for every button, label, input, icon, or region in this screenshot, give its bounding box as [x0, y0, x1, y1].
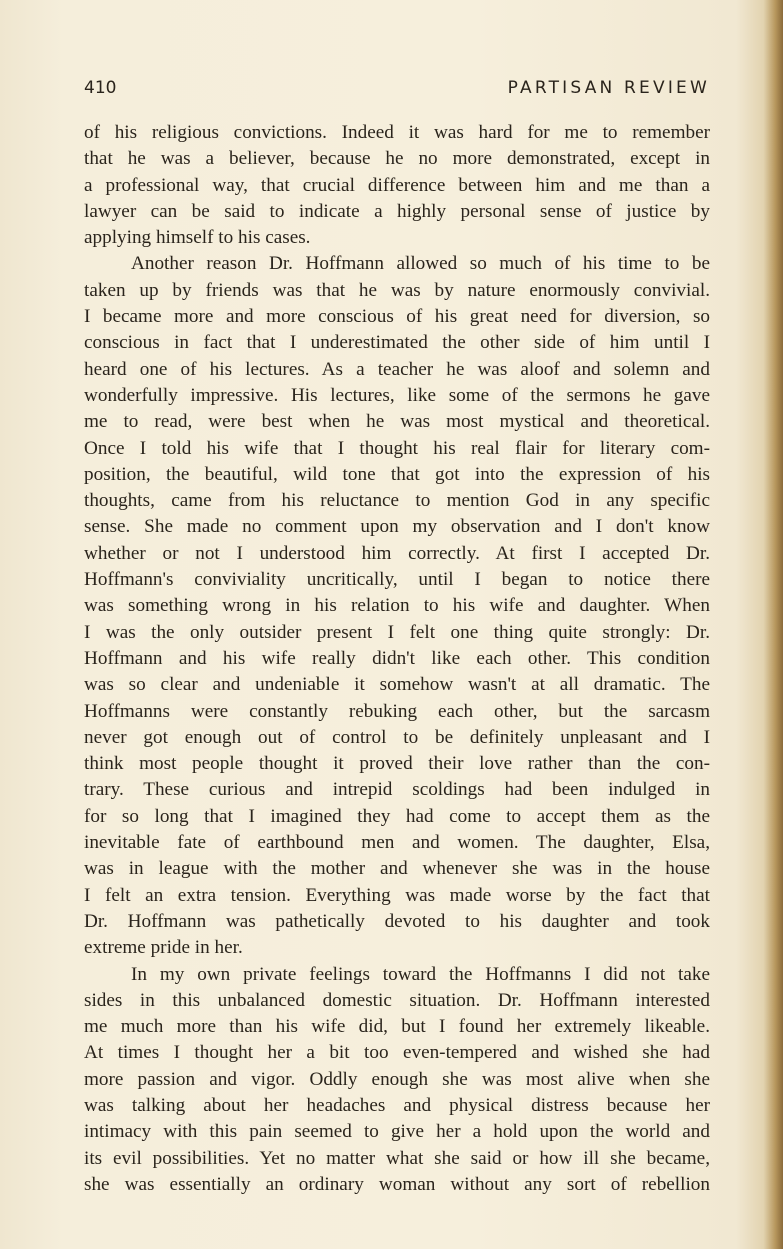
text-line: Once I told his wife that I thought his real flair for literary com-: [84, 437, 710, 459]
text-line: lawyer can be said to indicate a highly personal sense of justice by: [84, 200, 710, 222]
text-line: whether or not I understood him correctly. At first I accepted Dr.: [84, 542, 710, 564]
text-line: inevitable fate of earthbound men and women. The daughter, Elsa,: [84, 832, 710, 854]
text-line: Hoffmanns were constantly rebuking each other, but the sarcasm: [84, 700, 710, 722]
text-line: I became more and more conscious of his great need for diversion, so: [84, 306, 710, 328]
text-line: was in league with the mother and whenever she was in the house: [84, 858, 710, 880]
text-line: extreme pride in her.: [84, 937, 243, 959]
text-line: applying himself to his cases.: [84, 227, 311, 249]
text-line: I felt an extra tension. Everything was made worse by the fact that: [84, 884, 710, 906]
text-line: me much more than his wife did, but I found her extremely likeable.: [84, 1016, 710, 1038]
text-line: think most people thought it proved their love rather than the con-: [84, 753, 710, 775]
text-line: that he was a believer, because he no more demonstrated, except in: [84, 148, 710, 170]
text-line: never got enough out of control to be definitely unpleasant and I: [84, 726, 710, 748]
page-number: 410: [84, 78, 117, 98]
text-line: sides in this unbalanced domestic situation. Dr. Hoffmann interested: [84, 989, 710, 1011]
text-line: was talking about her headaches and physical distress because her: [84, 1094, 710, 1116]
page-header: [84, 78, 710, 104]
text-line: Dr. Hoffmann was pathetically devoted to his daughter and took: [84, 910, 710, 932]
text-line: of his religious convictions. Indeed it was hard for me to remember: [84, 122, 710, 143]
text-line: its evil possibilities. Yet no matter what she said or how ill she became,: [84, 1147, 710, 1169]
text-line: wonderfully impressive. His lectures, like some of the sermons he gave: [84, 384, 710, 406]
text-line: a professional way, that crucial difference between him and me than a: [84, 174, 710, 196]
text-line: sense. She made no comment upon my observation and I don't know: [84, 516, 710, 538]
text-line: more passion and vigor. Oddly enough she was most alive when she: [84, 1068, 710, 1090]
body-text: [84, 120, 710, 1198]
text-line: Another reason Dr. Hoffmann allowed so much of his time to be: [131, 253, 710, 275]
text-line: she was essentially an ordinary woman without any sort of rebellion: [84, 1173, 710, 1195]
text-line: was so clear and undeniable it somehow wasn't at all dramatic. The: [84, 674, 710, 696]
text-line: conscious in fact that I underestimated the other side of him until I: [84, 332, 710, 354]
text-line: for so long that I imagined they had come to accept them as the: [84, 805, 710, 827]
text-line: heard one of his lectures. As a teacher he was aloof and solemn and: [84, 358, 710, 380]
text-line: intimacy with this pain seemed to give her a hold upon the world and: [84, 1121, 710, 1143]
text-line: thoughts, came from his reluctance to mention God in any specific: [84, 490, 710, 512]
text-line: was something wrong in his relation to his wife and daughter. When: [84, 595, 710, 617]
text-line: trary. These curious and intrepid scoldings had been indulged in: [84, 779, 710, 801]
text-line: taken up by friends was that he was by nature enormously convivial.: [84, 279, 710, 301]
text-line: I was the only outsider present I felt one thing quite strongly: Dr.: [84, 621, 710, 643]
running-title: PARTISAN REVIEW: [507, 78, 710, 98]
text-line: In my own private feelings toward the Hoffmanns I did not take: [131, 963, 710, 985]
text-line: position, the beautiful, wild tone that got into the expression of his: [84, 463, 710, 485]
text-line: me to read, were best when he was most mystical and theoretical.: [84, 411, 710, 433]
text-line: At times I thought her a bit too even-tempered and wished she had: [84, 1042, 710, 1064]
text-line: Hoffmann and his wife really didn't like each other. This condition: [84, 647, 710, 669]
text-line: Hoffmann's conviviality uncritically, until I began to notice there: [84, 569, 710, 591]
